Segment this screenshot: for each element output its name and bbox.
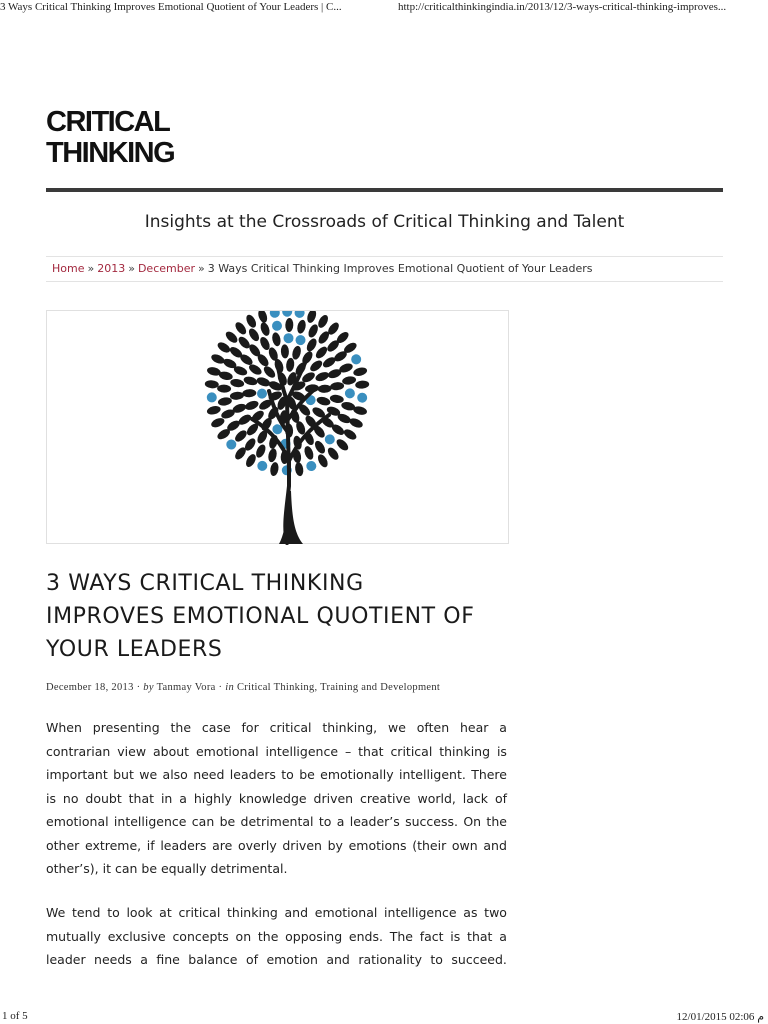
word: of [245,952,258,967]
word: leader’s [349,814,400,829]
post-categories-links[interactable]: Critical Thinking, Training and Development [237,682,441,693]
meta-dot: · [136,682,141,693]
leaf [335,437,351,452]
word: the [486,814,507,829]
word: in [160,790,173,806]
leaf [224,330,240,345]
word: On [463,814,482,829]
word: intelligent. [399,767,466,782]
leaf [306,311,318,324]
meta-by-label: by [143,682,154,693]
site-title-line1: CRITICAL [46,106,170,138]
word: and [284,905,309,920]
word: two [484,905,507,920]
justified-line [46,763,507,787]
word: we [139,767,158,782]
breadcrumb-home-link[interactable]: Home [52,262,85,275]
leaf [305,337,319,353]
lightbulb-leaf [282,311,292,317]
word: emotionally [320,767,394,782]
word: rationality [358,952,422,967]
leaf [314,345,329,361]
word: important [46,767,108,782]
leaf [307,323,320,339]
word: as [463,905,478,920]
word: of [494,790,507,806]
word: other [46,837,80,853]
post-title-line: YOUR LEADERS [46,637,223,662]
leaf [303,445,315,461]
leaf [244,313,258,329]
word: is [46,790,56,806]
page-count: 1 of 5 [2,1010,28,1022]
leaf [314,370,330,382]
leaf [243,375,259,386]
breadcrumb-current: 3 Ways Critical Thinking Improves Emotional Quotient of Your Leaders [207,262,593,275]
word: emotional [46,814,109,829]
word: driven [282,837,322,853]
word: leader [46,952,86,967]
print-header-url: http://criticalthinkingindia.in/2013/12/3-ways-critical-thinking-improves... [398,1,727,13]
leaf [233,428,249,443]
justified-line [46,787,507,811]
word: emotional [195,743,259,759]
word: a [140,952,148,967]
word: We [46,905,66,920]
word: and [326,952,350,967]
word: a [179,790,187,806]
lightbulb-leaf [357,392,368,403]
word: about [152,743,190,759]
word: concepts [172,928,229,944]
word: needs [94,952,132,967]
word: to [107,905,120,920]
word: is [496,743,507,759]
justified-line [46,925,507,949]
word: intelligence [113,814,187,829]
leaf [285,318,293,332]
word: When [46,720,82,735]
word: (their [412,837,447,853]
word: no [62,790,79,806]
word: and [483,837,507,853]
breadcrumb-year-link[interactable]: 2013 [97,262,126,275]
leaf [352,366,368,377]
word: to [318,814,332,829]
word: extreme, [84,837,142,853]
word: to [281,767,294,782]
leaf [233,320,248,336]
leaf [294,462,304,477]
word: intelligence [265,743,339,759]
leaf [242,389,256,398]
lightbulb-leaf [256,460,269,473]
tree-icon [47,311,510,545]
word: if [146,837,155,853]
title-divider [46,188,723,192]
justified-line [46,834,507,858]
lightbulb-leaf [305,460,318,473]
text-line: other’s), it can be equally detrimental. [46,861,288,876]
print-footer [0,1008,768,1024]
leaf [217,396,232,406]
post-meta [46,682,440,693]
word: world, [417,790,456,806]
word: – [344,743,352,759]
word: intelligence [384,905,457,920]
leaf [254,443,267,459]
leaf [267,448,278,463]
word: we [387,720,406,735]
meta-in-label: in [225,682,235,693]
leaf [316,453,330,469]
paragraph-1 [46,716,507,881]
word: can [191,814,215,829]
word: creative [360,790,411,806]
breadcrumb [46,256,723,282]
leaf [296,319,307,334]
word: need [193,767,225,782]
word: emotion [266,952,318,967]
word: view [117,743,147,759]
word: success. [405,814,458,829]
paragraph-2 [46,901,507,972]
word: that [358,743,384,759]
word: emotional [314,905,378,920]
word: critical [269,720,312,735]
leaf [318,384,332,393]
word: thinking [227,905,278,920]
leaf [330,382,345,391]
leaf [342,375,357,385]
breadcrumb-month-link[interactable]: December [137,262,195,275]
site-title-line2: THINKING [46,137,175,169]
print-header-title: 3 Ways Critical Thinking Improves Emotional Quotient of Your Leaders | C... [0,1,342,13]
lightbulb-leaf [294,334,306,346]
leaf [329,394,344,404]
word: at [159,905,172,920]
word: fact [419,928,444,944]
word: There [471,767,507,782]
word: is [450,928,461,944]
word: but [113,767,134,782]
word: often [416,720,450,735]
word: that [128,790,155,806]
word: be [219,814,236,829]
featured-image [46,310,509,544]
leaf [271,332,282,347]
word: balance [188,952,238,967]
justified-line [46,948,507,972]
leaf [316,395,332,406]
leaf [210,352,226,365]
leaf [217,384,231,392]
word: the [170,720,192,735]
word: thinking [439,743,491,759]
breadcrumb-separator: » [87,262,95,275]
post-title-line: IMPROVES EMOTIONAL QUOTIENT OF [46,604,475,629]
post-title-line: 3 WAYS CRITICAL THINKING [46,571,364,596]
word: exclusive [107,928,166,944]
word: on [235,928,252,944]
word: knowledge [238,790,307,806]
word: overly [237,837,277,853]
justified-line [46,901,507,925]
leaf [210,416,226,429]
word: a [499,928,507,944]
justified-line [46,810,507,834]
word: a [336,814,345,829]
word: opposing [285,928,343,944]
leaf [244,453,258,469]
word: highly [193,790,232,806]
word: doubt [85,790,122,806]
leaf [326,446,341,462]
word: that [467,928,493,944]
word: own [451,837,478,853]
word: emotions [348,837,407,853]
lightbulb-leaf [345,388,355,398]
lightbulb-leaf [294,311,306,319]
word: contrarian [46,743,111,759]
print-header [0,0,768,18]
word: succeed. [451,952,507,967]
word: also [162,767,188,782]
breadcrumb-separator: » [128,262,135,275]
leaf [255,376,271,388]
breadcrumb-separator: » [198,262,205,275]
leaf [244,399,260,411]
lightbulb-leaf [271,320,282,331]
justified-line [46,740,507,764]
lightbulb-leaf [350,353,363,366]
word: leaders [160,837,207,853]
print-timestamp: 12/01/2015 02:06 م [676,1011,764,1023]
post-author-link[interactable]: Tanmay Vora [156,682,216,693]
word: be [299,767,315,782]
leaf [313,439,327,455]
leaf [257,311,269,324]
lightbulb-leaf [206,392,217,403]
lightbulb-leaf [323,432,337,446]
word: thinking, [322,720,378,735]
word: critical [178,905,221,920]
word: mutually [46,928,101,944]
leaf [316,313,330,329]
leaf [216,340,232,354]
word: fine [156,952,180,967]
word: presenting [92,720,160,735]
word: driven [313,790,354,806]
word: ends. [348,928,383,944]
leaf [291,345,302,361]
leaf [259,321,271,337]
word: lack [462,790,489,806]
leaf [342,427,358,441]
leaf [230,378,245,388]
word: leaders [229,767,276,782]
site-tagline: Insights at the Crossroads of Critical Thinking and Talent [144,212,625,232]
leaf [269,462,279,477]
word: tend [72,905,101,920]
leaf [308,358,324,373]
lightbulb-leaf [283,333,293,343]
word: to [430,952,443,967]
word: the [257,928,279,944]
post-date: December 18, 2013 [46,682,134,693]
word: look [126,905,153,920]
word: detrimental [240,814,314,829]
leaf [204,380,219,389]
leaf [285,357,295,372]
leaf [355,380,370,389]
word: critical [390,743,433,759]
meta-dot: · [218,682,223,693]
justified-line [46,716,507,740]
word: case [201,720,231,735]
site-title[interactable] [46,107,174,169]
leaf [206,405,222,416]
word: The [389,928,413,944]
leaf [281,344,290,358]
lightbulb-leaf [269,311,280,319]
word: a [499,720,507,735]
leaf [247,327,261,343]
leaf [262,364,277,380]
word: are [212,837,233,853]
post-title[interactable] [46,567,516,666]
leaf [230,391,245,400]
word: hear [460,720,489,735]
lightbulb-leaf [257,388,268,399]
word: for [241,720,259,735]
leaf [348,416,364,429]
word: by [327,837,343,853]
